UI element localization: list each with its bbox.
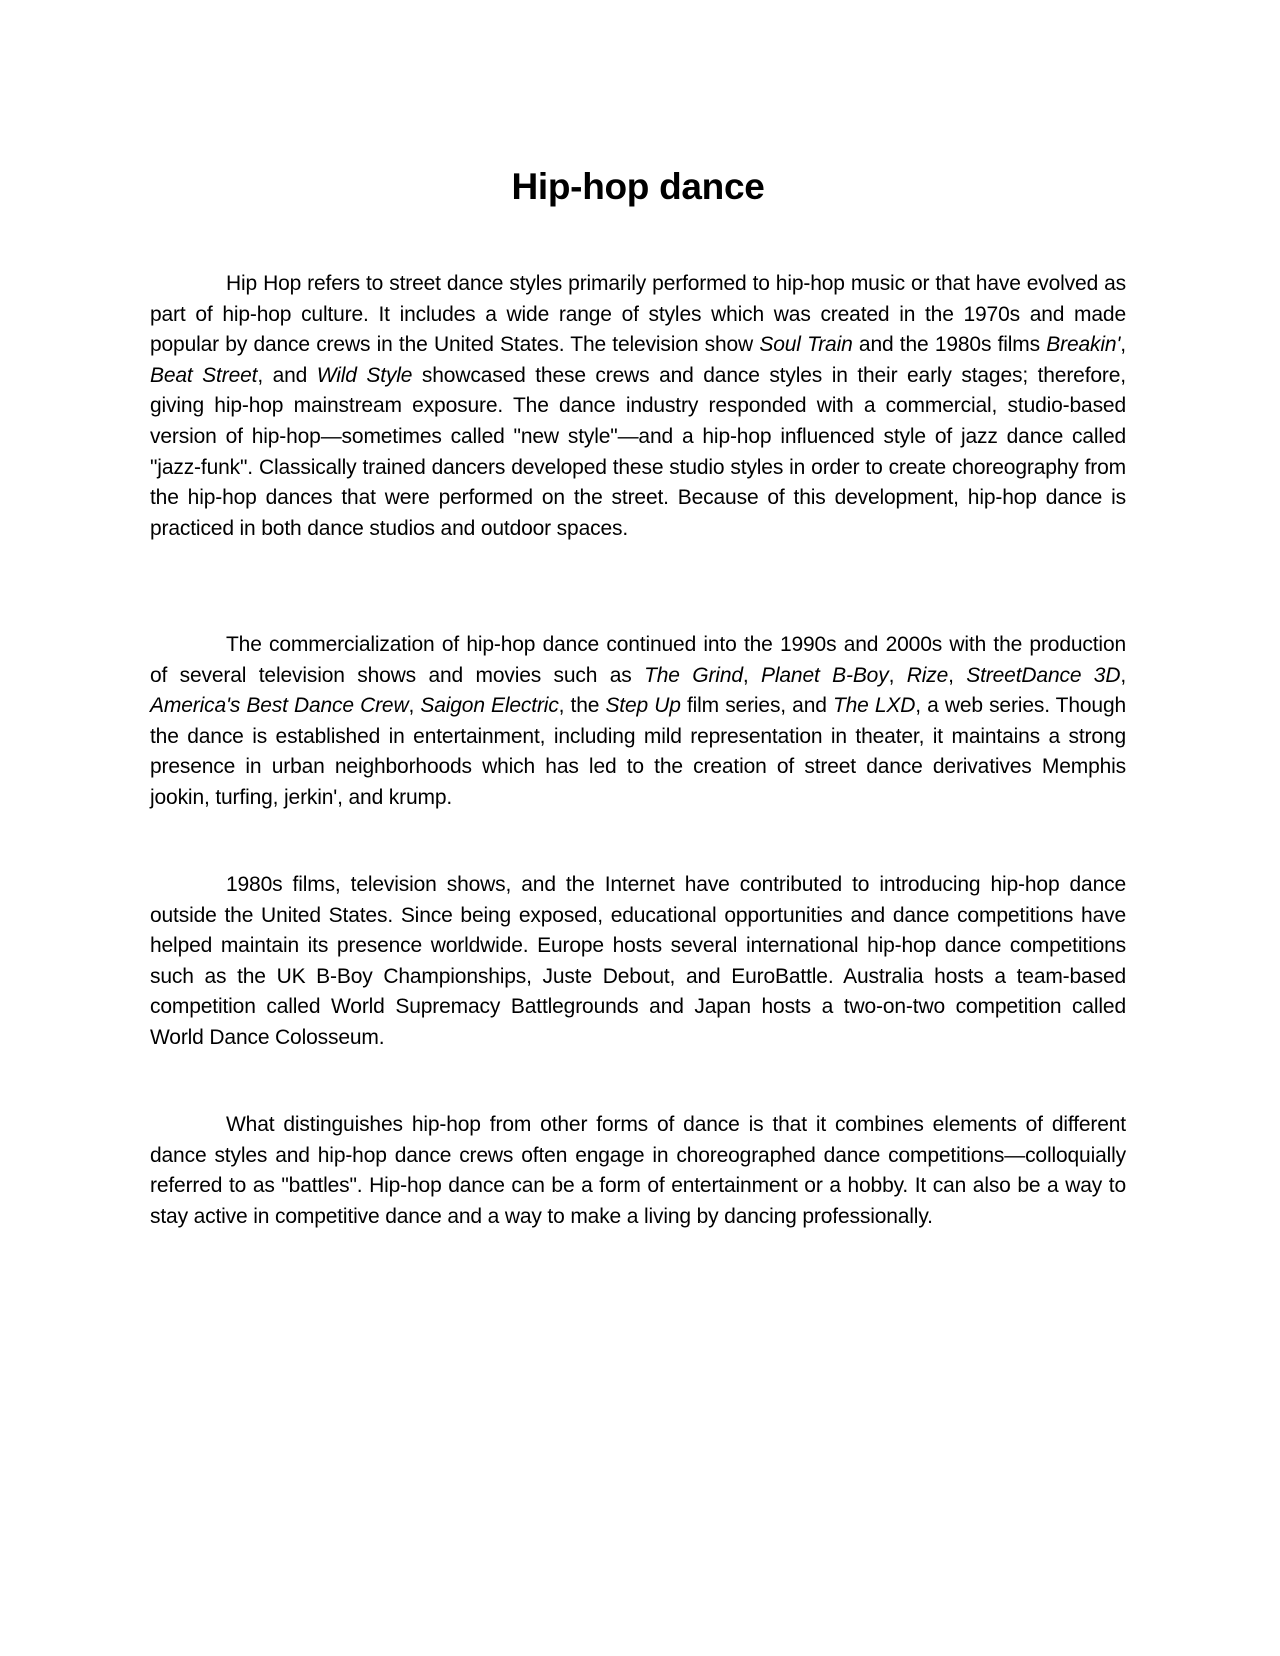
italic-title-run: StreetDance 3D: [966, 663, 1121, 687]
document-page: [150, 0, 1126, 1656]
text-run: film series, and: [680, 694, 833, 718]
text-run: Hip Hop refers to street dance styles primarily performed to hip-hop music or that have evolved as part of hip-hop culture. It includes a wide range of styles which was created in the 1970s and made popular by dance crews in the United States. The television show: [150, 272, 1126, 357]
document-title: Hip-hop dance: [511, 166, 765, 207]
text-run: The commercialization of hip-hop dance continued into the 1990s and 2000s with the production of several television shows and movies such as: [150, 633, 1126, 687]
text-run: ,: [742, 663, 762, 687]
paragraph: [150, 870, 1126, 1054]
text-run: showcased these crews and dance styles in their early stages; therefore, giving hip-hop mainstream exposure. The dance industry responded with a commercial, studio-based version of hip-hop—sometimes called "new style"—and a hip-hop influenced style of jazz dance called "jazz-funk". Classically trained dancers developed these studio styles in order to create choreography from the hip-hop dances that were performed on the street. Because of this development, hip-hop dance is practiced in both dance studios and outdoor spaces.: [150, 363, 1126, 540]
text-run: , the: [558, 694, 606, 718]
italic-title-run: America's Best Dance Crew: [150, 694, 409, 718]
text-run: , and: [257, 363, 317, 387]
italic-title-run: Soul Train: [759, 333, 853, 357]
text-run: What distinguishes hip-hop from other forms of dance is that it combines elements of different dance styles and hip-hop dance crews often engage in choreographed dance competitions—colloquially referred to as "battles". Hip-hop dance can be a form of entertainment or a hobby. It can also be a way to stay active in competitive dance and a way to make a living by dancing professionally.: [150, 1113, 1126, 1228]
text-run: ,: [1120, 663, 1127, 687]
italic-title-run: Beat Street: [150, 363, 258, 387]
text-run: ,: [948, 663, 967, 687]
italic-title-run: The Grind: [644, 663, 743, 687]
italic-title-run: Saigon Electric: [420, 694, 559, 718]
italic-title-run: The LXD: [832, 694, 916, 718]
italic-title-run: Breakin': [1046, 333, 1121, 357]
italic-title-run: Planet B-Boy: [761, 663, 889, 687]
text-run: ,: [1120, 333, 1126, 357]
paragraph: [150, 630, 1126, 814]
paragraph: [150, 1110, 1126, 1232]
text-run: , a web series. Though the dance is established in entertainment, including mild representation in theater, it maintains a strong presence in urban neighborhoods which has led to the creation of street dance derivatives Memphis jookin, turfing, jerkin', and krump.: [150, 694, 1127, 809]
text-run: ,: [408, 694, 421, 718]
italic-title-run: Wild Style: [316, 363, 413, 387]
italic-title-run: Rize: [906, 663, 949, 687]
italic-title-run: Step Up: [605, 694, 681, 718]
paragraph: [150, 269, 1126, 544]
text-run: ,: [888, 663, 907, 687]
text-run: 1980s films, television shows, and the Internet have contributed to introducing hip-hop dance outside the United States. Since being exposed, educational opportunities and dance competitions have helped maintain its presence worldwide. Europe hosts several international hip-hop dance competitions such as the UK B-Boy Championships, Juste Debout, and EuroBattle. Australia hosts a team-based competition called World Supremacy Battlegrounds and Japan hosts a two-on-two competition called World Dance Colosseum.: [150, 873, 1126, 1049]
text-run: and the 1980s films: [852, 333, 1047, 357]
